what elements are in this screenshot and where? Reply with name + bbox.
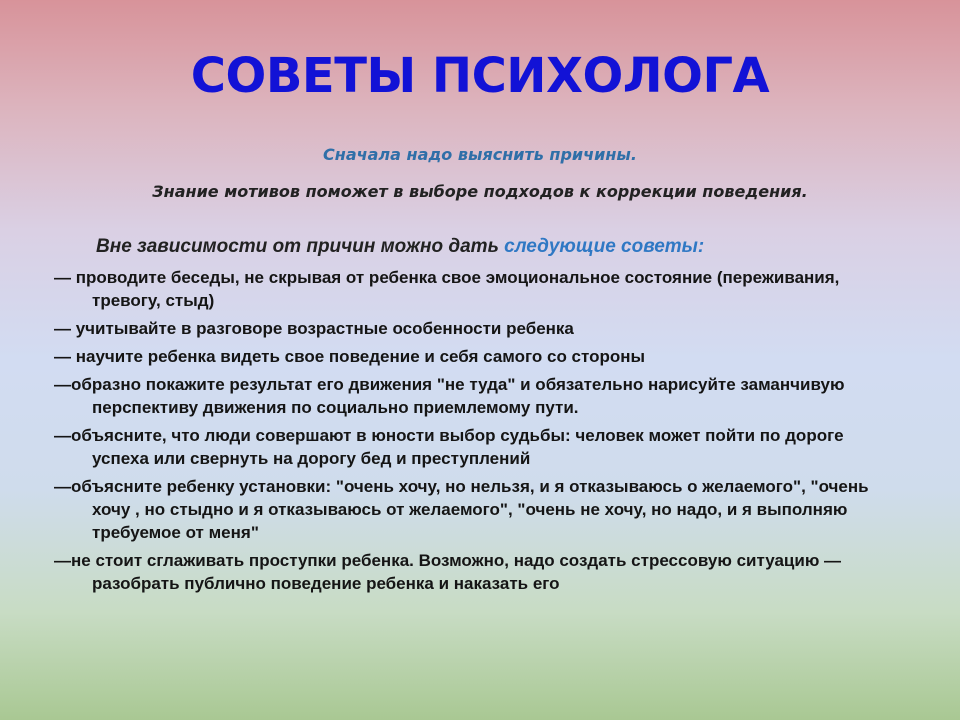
lead-accent: следующие советы: [504,236,705,257]
slide-title: СОВЕТЫ ПСИХОЛОГА [190,48,770,104]
lead-text: Вне зависимости от причин можно дать [96,236,499,257]
lead-sentence [96,234,704,260]
tip-item: —объясните ребенку установки: "очень хочу, но нельзя, и я отказываюсь о желаемого", "очень хочу , но стыдно и я отказываюсь от желаемого", "очень не хочу, но надо, и я выполняю требуемое от меня" [54,477,869,542]
tip-item: —объясните, что люди совершают в юности выбор судьбы: человек может пойти по дороге успеха или свернуть на дорогу бед и преступлений [54,426,844,468]
tips-list [54,266,904,600]
tip-item: — научите ребенка видеть свое поведение и себя самого со стороны [54,347,646,366]
intro-line-2: Знание мотивов поможет в выборе подходов к коррекции поведения. [152,182,808,201]
intro-line-1: Сначала надо выяснить причины. [323,145,637,164]
tip-item: —образно покажите результат его движения "не туда" и обязательно нарисуйте заманчивую перспективу движения по социально приемлемому пути. [54,375,845,417]
tip-item: —не стоит сглаживать проступки ребенка. Возможно, надо создать стрессовую ситуацию — разобрать публично поведение ребенка и наказать его [54,551,842,593]
tip-item: — учитывайте в разговоре возрастные особенности ребенка [54,319,574,338]
tip-item: — проводите беседы, не скрывая от ребенка свое эмоциональное состояние (переживания, тревогу, стыд) [54,268,840,310]
